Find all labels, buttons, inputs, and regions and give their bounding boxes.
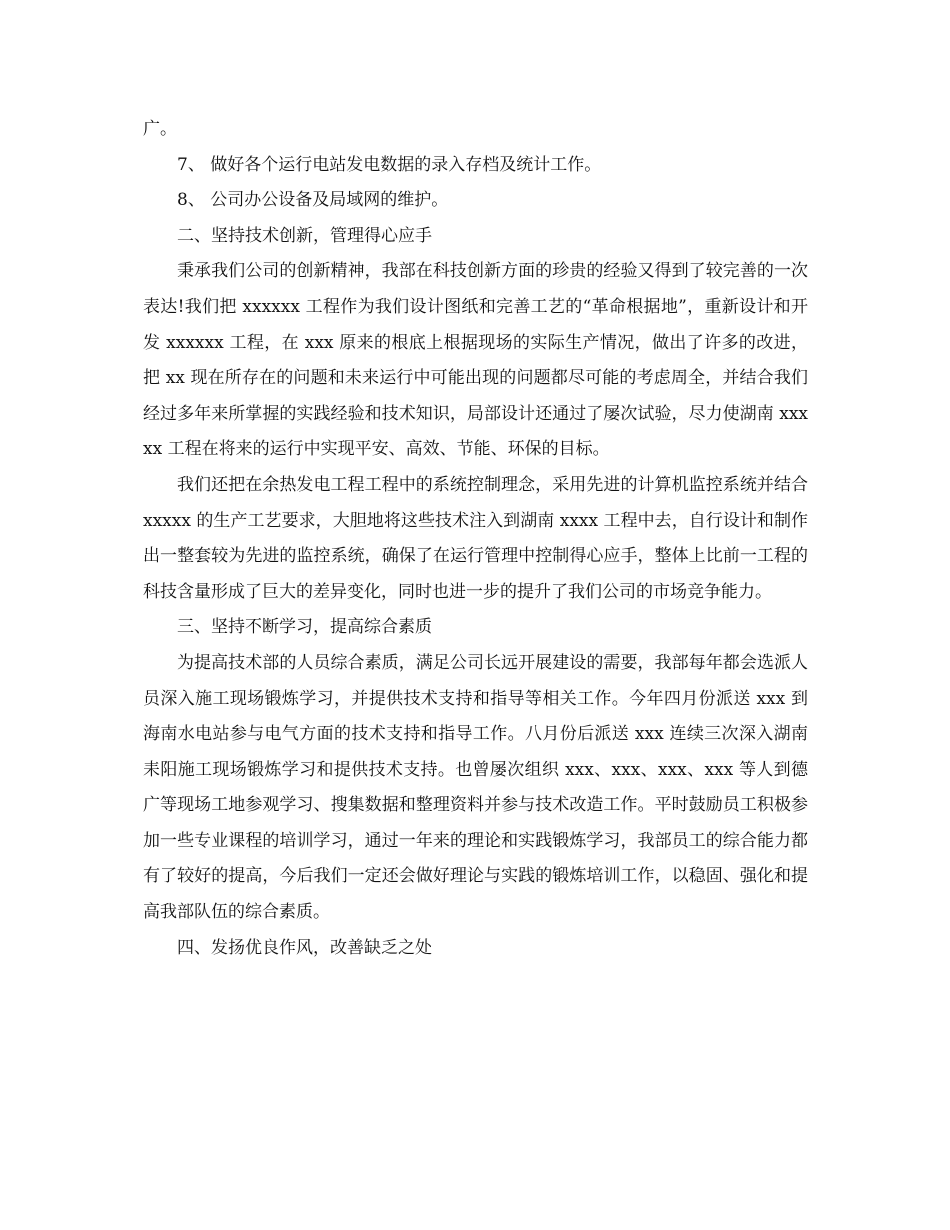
list-item-8: 8、 公司办公设备及局域网的维护。	[177, 190, 449, 211]
document-body	[143, 112, 808, 966]
section-heading-4: 四、发扬优良作风，改善缺乏之处	[177, 937, 432, 958]
list-item-7: 7、 做好各个运行电站发电数据的录入存档及统计工作。	[177, 154, 602, 175]
paragraph-control-system: 我们还把在余热发电工程工程中的系统控制理念，采用先进的计算机监控系统并结合 xxxxx 的生产工艺要求，大胆地将这些技术注入到湖南 xxxx 工程中去，自行设计和制作出一整套较为先进的监控系统，确保了在运行管理中控制得心应手，整体上比前一工程的科技含量形成了巨大的差异变化，同时也进一步的提升了我们公司的市场竞争能力。	[143, 474, 808, 602]
section-heading-2: 二、坚持技术创新，管理得心应手	[177, 225, 432, 246]
paragraph-continuation: 广。	[143, 119, 177, 139]
section-heading-3: 三、坚持不断学习，提高综合素质	[177, 617, 432, 638]
paragraph-training: 为提高技术部的人员综合素质，满足公司长远开展建设的需要，我部每年都会选派人员深入施工现场锻炼学习，并提供技术支持和指导等相关工作。今年四月份派送 xxx 到海南水电站参与电气方面的技术支持和指导工作。八月份后派送 xxx 连续三次深入湖南耒阳施工现场锻炼学习和提供技术支持。也曾屡次组织 xxx、xxx、xxx、xxx 等人到德广等现场工地参观学习、搜集数据和整理资料并参与技术改造工作。平时鼓励员工积极参加一些专业课程的培训学习，通过一年来的理论和实践锻炼学习，我部员工的综合能力都有了较好的提高，今后我们一定还会做好理论与实践的锻炼培训工作，以稳固、强化和提高我部队伍的综合素质。	[143, 652, 808, 923]
paragraph-innovation: 秉承我们公司的创新精神，我部在科技创新方面的珍贵的经验又得到了较完善的一次表达!我们把 xxxxxx 工程作为我们设计图纸和完善工艺的“革命根据地”，重新设计和开发 xxxxxx 工程，在 xxx 原来的根底上根据现场的实际生产情况，做出了许多的改进，把 xx 现在所存在的问题和未来运行中可能出现的问题都尽可能的考虑周全，并结合我们经过多年来所掌握的实践经验和技术知识，局部设计还通过了屡次试验，尽力使湖南 xxxxx 工程在将来的运行中实现平安、高效、节能、环保的目标。	[143, 261, 808, 460]
